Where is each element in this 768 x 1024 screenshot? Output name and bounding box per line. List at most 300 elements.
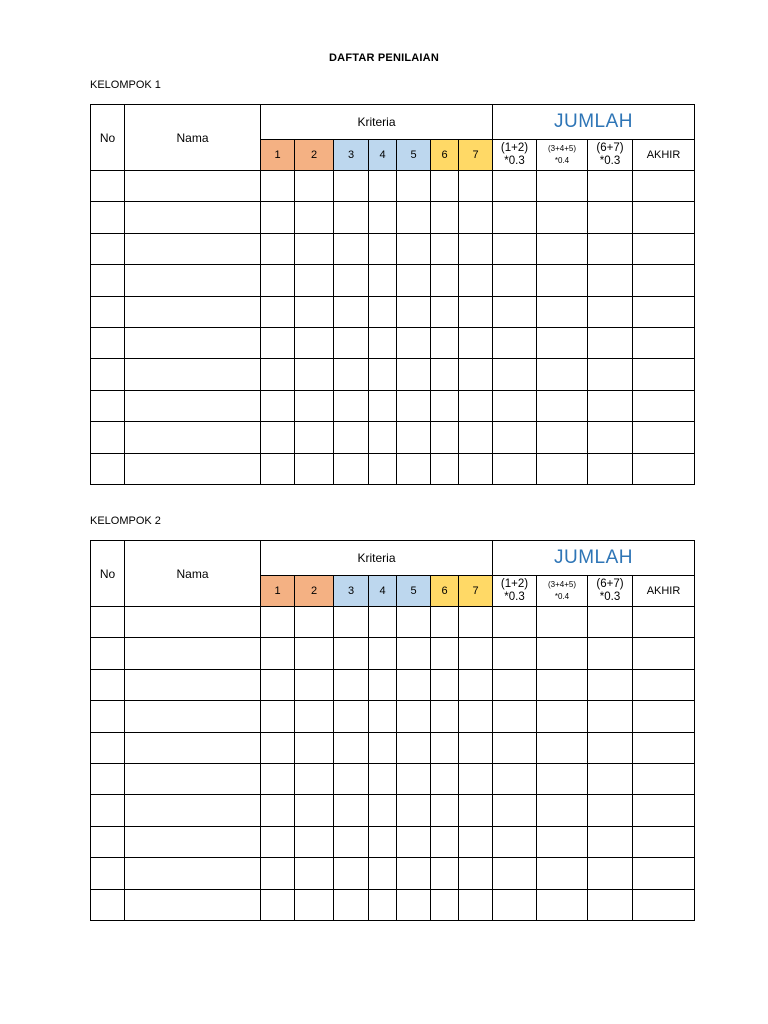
table-cell[interactable] bbox=[369, 763, 397, 794]
table-cell[interactable] bbox=[493, 202, 537, 233]
table-cell[interactable] bbox=[431, 826, 459, 857]
header-akhir: AKHIR bbox=[633, 576, 695, 607]
table-cell[interactable] bbox=[397, 171, 431, 202]
table-cell[interactable] bbox=[125, 732, 261, 763]
table-cell[interactable] bbox=[397, 701, 431, 732]
table-cell[interactable] bbox=[125, 422, 261, 453]
table-cell[interactable] bbox=[588, 763, 633, 794]
table-row bbox=[91, 795, 695, 826]
table-cell[interactable] bbox=[493, 795, 537, 826]
table-cell[interactable] bbox=[91, 826, 125, 857]
table-cell[interactable] bbox=[261, 826, 295, 857]
table-cell[interactable] bbox=[125, 233, 261, 264]
table-cell[interactable] bbox=[633, 453, 695, 484]
table-cell[interactable] bbox=[369, 453, 397, 484]
table-cell[interactable] bbox=[493, 296, 537, 327]
assessment-table-2 bbox=[90, 540, 695, 921]
table-cell[interactable] bbox=[459, 265, 493, 296]
table-cell[interactable] bbox=[369, 202, 397, 233]
table-cell[interactable] bbox=[334, 701, 369, 732]
table-row bbox=[91, 763, 695, 794]
table-row bbox=[91, 233, 695, 264]
sum-1-2-bottom: *0.3 bbox=[504, 591, 525, 603]
header-no: No bbox=[91, 105, 125, 171]
table-cell[interactable] bbox=[125, 795, 261, 826]
table-cell[interactable] bbox=[369, 732, 397, 763]
table-cell[interactable] bbox=[295, 701, 334, 732]
table-cell[interactable] bbox=[633, 233, 695, 264]
table-cell[interactable] bbox=[459, 889, 493, 920]
table-cell[interactable] bbox=[537, 171, 588, 202]
table-cell[interactable] bbox=[588, 858, 633, 889]
table-cell[interactable] bbox=[588, 422, 633, 453]
table-cell[interactable] bbox=[537, 453, 588, 484]
table-cell[interactable] bbox=[334, 265, 369, 296]
table-cell[interactable] bbox=[125, 826, 261, 857]
table-cell[interactable] bbox=[261, 889, 295, 920]
table-cell[interactable] bbox=[91, 669, 125, 700]
table-cell[interactable] bbox=[493, 826, 537, 857]
table-cell[interactable] bbox=[261, 669, 295, 700]
table-cell[interactable] bbox=[397, 763, 431, 794]
table-cell[interactable] bbox=[295, 296, 334, 327]
table-cell[interactable] bbox=[633, 858, 695, 889]
table-cell[interactable] bbox=[459, 422, 493, 453]
table-cell[interactable] bbox=[537, 202, 588, 233]
sum-3-4-5-bottom: *0.4 bbox=[554, 592, 570, 601]
table-cell[interactable] bbox=[588, 638, 633, 669]
table-cell[interactable] bbox=[588, 233, 633, 264]
table-cell[interactable] bbox=[493, 638, 537, 669]
table-cell[interactable] bbox=[295, 359, 334, 390]
table-cell[interactable] bbox=[334, 390, 369, 421]
table-cell[interactable] bbox=[295, 422, 334, 453]
table-cell[interactable] bbox=[125, 327, 261, 358]
header-sum-1-2 bbox=[493, 140, 537, 171]
table-cell[interactable] bbox=[493, 701, 537, 732]
table-cell[interactable] bbox=[261, 233, 295, 264]
table-cell[interactable] bbox=[537, 826, 588, 857]
table-cell[interactable] bbox=[295, 607, 334, 638]
table-cell[interactable] bbox=[295, 858, 334, 889]
table-cell[interactable] bbox=[91, 732, 125, 763]
table-cell[interactable] bbox=[459, 202, 493, 233]
table-cell[interactable] bbox=[125, 763, 261, 794]
table-cell[interactable] bbox=[431, 638, 459, 669]
table-cell[interactable] bbox=[588, 453, 633, 484]
table-cell[interactable] bbox=[537, 858, 588, 889]
table-cell[interactable] bbox=[431, 265, 459, 296]
table-cell[interactable] bbox=[369, 265, 397, 296]
table-cell[interactable] bbox=[588, 390, 633, 421]
table-cell[interactable] bbox=[633, 296, 695, 327]
table-cell[interactable] bbox=[537, 390, 588, 421]
table-cell[interactable] bbox=[633, 701, 695, 732]
table-cell[interactable] bbox=[431, 763, 459, 794]
table-cell[interactable] bbox=[633, 327, 695, 358]
table-cell[interactable] bbox=[125, 638, 261, 669]
header-nama: Nama bbox=[125, 105, 261, 171]
table-cell[interactable] bbox=[334, 638, 369, 669]
table-cell[interactable] bbox=[537, 732, 588, 763]
table-cell[interactable] bbox=[91, 763, 125, 794]
table-cell[interactable] bbox=[537, 889, 588, 920]
table-cell[interactable] bbox=[261, 359, 295, 390]
table-cell[interactable] bbox=[125, 390, 261, 421]
table-cell[interactable] bbox=[431, 359, 459, 390]
table-cell[interactable] bbox=[633, 763, 695, 794]
header-no: No bbox=[91, 541, 125, 607]
table-cell[interactable] bbox=[91, 701, 125, 732]
table-cell[interactable] bbox=[125, 453, 261, 484]
table-cell[interactable] bbox=[588, 669, 633, 700]
table-cell[interactable] bbox=[369, 233, 397, 264]
table-cell[interactable] bbox=[397, 390, 431, 421]
table-cell[interactable] bbox=[397, 296, 431, 327]
table-cell[interactable] bbox=[588, 701, 633, 732]
table-cell[interactable] bbox=[91, 858, 125, 889]
table-cell[interactable] bbox=[493, 669, 537, 700]
table-cell[interactable] bbox=[431, 422, 459, 453]
table-cell[interactable] bbox=[295, 826, 334, 857]
table-cell[interactable] bbox=[125, 858, 261, 889]
table-cell[interactable] bbox=[334, 233, 369, 264]
table-cell[interactable] bbox=[369, 889, 397, 920]
table-cell[interactable] bbox=[459, 701, 493, 732]
table-cell[interactable] bbox=[493, 390, 537, 421]
group-label-1: KELOMPOK 1 bbox=[90, 79, 161, 91]
table-cell[interactable] bbox=[261, 265, 295, 296]
table-cell[interactable] bbox=[397, 453, 431, 484]
table-cell[interactable] bbox=[431, 858, 459, 889]
table-cell[interactable] bbox=[459, 763, 493, 794]
table-cell[interactable] bbox=[397, 265, 431, 296]
table-cell[interactable] bbox=[537, 422, 588, 453]
table-cell[interactable] bbox=[91, 422, 125, 453]
table-cell[interactable] bbox=[493, 422, 537, 453]
table-row bbox=[91, 296, 695, 327]
table-cell[interactable] bbox=[459, 327, 493, 358]
table-cell[interactable] bbox=[334, 453, 369, 484]
table-cell[interactable] bbox=[369, 171, 397, 202]
table-cell[interactable] bbox=[295, 889, 334, 920]
table-cell[interactable] bbox=[91, 607, 125, 638]
table-cell[interactable] bbox=[459, 359, 493, 390]
table-cell[interactable] bbox=[369, 795, 397, 826]
table-cell[interactable] bbox=[537, 763, 588, 794]
table-cell[interactable] bbox=[369, 359, 397, 390]
table-cell[interactable] bbox=[125, 669, 261, 700]
table-cell[interactable] bbox=[493, 732, 537, 763]
table-cell[interactable] bbox=[369, 858, 397, 889]
table-cell[interactable] bbox=[91, 889, 125, 920]
table-cell[interactable] bbox=[459, 795, 493, 826]
table-cell[interactable] bbox=[633, 795, 695, 826]
table-cell[interactable] bbox=[125, 265, 261, 296]
table-cell[interactable] bbox=[633, 202, 695, 233]
table-cell[interactable] bbox=[459, 453, 493, 484]
header-nama: Nama bbox=[125, 541, 261, 607]
table-cell[interactable] bbox=[588, 202, 633, 233]
table-cell[interactable] bbox=[459, 669, 493, 700]
table-cell[interactable] bbox=[588, 265, 633, 296]
table-cell[interactable] bbox=[261, 732, 295, 763]
table-cell[interactable] bbox=[459, 171, 493, 202]
table-cell[interactable] bbox=[633, 390, 695, 421]
table-cell[interactable] bbox=[431, 607, 459, 638]
table-cell[interactable] bbox=[334, 171, 369, 202]
table-cell[interactable] bbox=[397, 889, 431, 920]
criteria-4: 4 bbox=[369, 576, 397, 607]
table-cell[interactable] bbox=[537, 265, 588, 296]
table-cell[interactable] bbox=[537, 638, 588, 669]
table-cell[interactable] bbox=[261, 607, 295, 638]
table-cell[interactable] bbox=[431, 889, 459, 920]
header-jumlah: JUMLAH bbox=[493, 541, 695, 576]
table-cell[interactable] bbox=[459, 638, 493, 669]
table-cell[interactable] bbox=[459, 826, 493, 857]
table-cell[interactable] bbox=[493, 889, 537, 920]
table-cell[interactable] bbox=[261, 390, 295, 421]
table-cell[interactable] bbox=[431, 233, 459, 264]
table-cell[interactable] bbox=[397, 732, 431, 763]
table-cell[interactable] bbox=[125, 359, 261, 390]
table-cell[interactable] bbox=[261, 202, 295, 233]
table-cell[interactable] bbox=[369, 669, 397, 700]
page-title: DAFTAR PENILAIAN bbox=[329, 52, 439, 64]
criteria-2: 2 bbox=[295, 140, 334, 171]
table-cell[interactable] bbox=[537, 359, 588, 390]
table-cell[interactable] bbox=[537, 327, 588, 358]
table-cell[interactable] bbox=[369, 296, 397, 327]
table-cell[interactable] bbox=[397, 638, 431, 669]
table-cell[interactable] bbox=[397, 858, 431, 889]
table-cell[interactable] bbox=[537, 669, 588, 700]
table-cell[interactable] bbox=[261, 296, 295, 327]
table-cell[interactable] bbox=[431, 732, 459, 763]
table-cell[interactable] bbox=[431, 701, 459, 732]
table-cell[interactable] bbox=[431, 795, 459, 826]
table-cell[interactable] bbox=[334, 359, 369, 390]
table-cell[interactable] bbox=[397, 359, 431, 390]
table-cell[interactable] bbox=[537, 795, 588, 826]
table-cell[interactable] bbox=[633, 826, 695, 857]
table-cell[interactable] bbox=[493, 265, 537, 296]
criteria-6: 6 bbox=[431, 140, 459, 171]
table-cell[interactable] bbox=[91, 327, 125, 358]
table-cell[interactable] bbox=[537, 701, 588, 732]
table-cell[interactable] bbox=[369, 327, 397, 358]
table-cell[interactable] bbox=[459, 732, 493, 763]
table-cell[interactable] bbox=[493, 171, 537, 202]
table-cell[interactable] bbox=[459, 233, 493, 264]
table-cell[interactable] bbox=[431, 171, 459, 202]
table-cell[interactable] bbox=[588, 795, 633, 826]
table-cell[interactable] bbox=[295, 171, 334, 202]
table-cell[interactable] bbox=[633, 422, 695, 453]
table-cell[interactable] bbox=[633, 607, 695, 638]
table-cell[interactable] bbox=[431, 327, 459, 358]
table-cell[interactable] bbox=[295, 265, 334, 296]
table-cell[interactable] bbox=[261, 638, 295, 669]
table-cell[interactable] bbox=[295, 795, 334, 826]
table-cell[interactable] bbox=[334, 826, 369, 857]
table-cell[interactable] bbox=[493, 327, 537, 358]
table-cell[interactable] bbox=[493, 359, 537, 390]
table-cell[interactable] bbox=[125, 296, 261, 327]
table-cell[interactable] bbox=[397, 795, 431, 826]
table-cell[interactable] bbox=[459, 858, 493, 889]
header-sum-6-7 bbox=[588, 140, 633, 171]
table-cell[interactable] bbox=[431, 453, 459, 484]
table-row bbox=[91, 701, 695, 732]
table-cell[interactable] bbox=[588, 296, 633, 327]
table-cell[interactable] bbox=[369, 390, 397, 421]
table-cell[interactable] bbox=[537, 607, 588, 638]
sum-3-4-5-bottom: *0.4 bbox=[554, 156, 570, 165]
table-cell[interactable] bbox=[334, 607, 369, 638]
table-cell[interactable] bbox=[91, 265, 125, 296]
table-row bbox=[91, 669, 695, 700]
criteria-2: 2 bbox=[295, 576, 334, 607]
table-cell[interactable] bbox=[633, 265, 695, 296]
header-kriteria: Kriteria bbox=[261, 105, 493, 140]
table-cell[interactable] bbox=[261, 763, 295, 794]
table-cell[interactable] bbox=[369, 422, 397, 453]
table-cell[interactable] bbox=[125, 171, 261, 202]
table-cell[interactable] bbox=[261, 422, 295, 453]
criteria-1: 1 bbox=[261, 140, 295, 171]
table-cell[interactable] bbox=[295, 669, 334, 700]
sum-6-7-bottom: *0.3 bbox=[599, 155, 621, 167]
table-cell[interactable] bbox=[369, 826, 397, 857]
table-cell[interactable] bbox=[125, 607, 261, 638]
table-cell[interactable] bbox=[431, 296, 459, 327]
table-cell[interactable] bbox=[125, 701, 261, 732]
table-cell[interactable] bbox=[334, 795, 369, 826]
header-akhir: AKHIR bbox=[633, 140, 695, 171]
table-cell[interactable] bbox=[261, 171, 295, 202]
table-cell[interactable] bbox=[431, 669, 459, 700]
table-cell[interactable] bbox=[334, 422, 369, 453]
table-cell[interactable] bbox=[295, 638, 334, 669]
table-cell[interactable] bbox=[493, 858, 537, 889]
table-cell[interactable] bbox=[369, 638, 397, 669]
table-cell[interactable] bbox=[261, 327, 295, 358]
table-cell[interactable] bbox=[633, 171, 695, 202]
table-cell[interactable] bbox=[91, 453, 125, 484]
table-cell[interactable] bbox=[295, 390, 334, 421]
table-cell[interactable] bbox=[295, 233, 334, 264]
criteria-6: 6 bbox=[431, 576, 459, 607]
table-row bbox=[91, 327, 695, 358]
table-cell[interactable] bbox=[397, 327, 431, 358]
table-cell[interactable] bbox=[459, 607, 493, 638]
table-cell[interactable] bbox=[295, 453, 334, 484]
table-cell[interactable] bbox=[334, 858, 369, 889]
table-cell[interactable] bbox=[588, 327, 633, 358]
table-cell[interactable] bbox=[431, 202, 459, 233]
table-cell[interactable] bbox=[493, 233, 537, 264]
table-cell[interactable] bbox=[334, 889, 369, 920]
table-cell[interactable] bbox=[334, 763, 369, 794]
criteria-3: 3 bbox=[334, 140, 369, 171]
table-cell[interactable] bbox=[493, 763, 537, 794]
table-cell[interactable] bbox=[397, 233, 431, 264]
table-cell[interactable] bbox=[295, 732, 334, 763]
table-cell[interactable] bbox=[633, 669, 695, 700]
table-row bbox=[91, 202, 695, 233]
table-cell[interactable] bbox=[334, 202, 369, 233]
table-cell[interactable] bbox=[295, 202, 334, 233]
table-cell[interactable] bbox=[588, 889, 633, 920]
table-cell[interactable] bbox=[397, 202, 431, 233]
table-cell[interactable] bbox=[633, 889, 695, 920]
table-row bbox=[91, 826, 695, 857]
table-cell[interactable] bbox=[91, 359, 125, 390]
table-cell[interactable] bbox=[459, 390, 493, 421]
table-cell[interactable] bbox=[91, 296, 125, 327]
table-cell[interactable] bbox=[588, 826, 633, 857]
table-cell[interactable] bbox=[588, 607, 633, 638]
table-cell[interactable] bbox=[334, 327, 369, 358]
table-cell[interactable] bbox=[397, 826, 431, 857]
table-cell[interactable] bbox=[261, 701, 295, 732]
criteria-4: 4 bbox=[369, 140, 397, 171]
table-cell[interactable] bbox=[369, 607, 397, 638]
table-cell[interactable] bbox=[537, 233, 588, 264]
assessment-table-1 bbox=[90, 104, 695, 485]
table-cell[interactable] bbox=[334, 732, 369, 763]
table-row bbox=[91, 422, 695, 453]
table-cell[interactable] bbox=[261, 858, 295, 889]
table-cell[interactable] bbox=[397, 607, 431, 638]
table-cell[interactable] bbox=[125, 889, 261, 920]
table-cell[interactable] bbox=[91, 390, 125, 421]
table-cell[interactable] bbox=[334, 669, 369, 700]
table-cell[interactable] bbox=[91, 171, 125, 202]
table-cell[interactable] bbox=[633, 638, 695, 669]
table-cell[interactable] bbox=[397, 422, 431, 453]
table-cell[interactable] bbox=[493, 607, 537, 638]
table-cell[interactable] bbox=[588, 171, 633, 202]
header-jumlah: JUMLAH bbox=[493, 105, 695, 140]
table-cell[interactable] bbox=[295, 327, 334, 358]
table-cell[interactable] bbox=[588, 359, 633, 390]
sum-6-7-bottom: *0.3 bbox=[599, 591, 621, 603]
table-cell[interactable] bbox=[431, 390, 459, 421]
table-cell[interactable] bbox=[91, 795, 125, 826]
table-cell[interactable] bbox=[295, 763, 334, 794]
table-cell[interactable] bbox=[91, 202, 125, 233]
table-cell[interactable] bbox=[91, 233, 125, 264]
table-cell[interactable] bbox=[125, 202, 261, 233]
table-cell[interactable] bbox=[334, 296, 369, 327]
sum-6-7-top: (6+7) bbox=[596, 578, 624, 590]
table-cell[interactable] bbox=[91, 638, 125, 669]
table-cell[interactable] bbox=[493, 453, 537, 484]
table-cell[interactable] bbox=[633, 732, 695, 763]
table-cell[interactable] bbox=[369, 701, 397, 732]
table-cell[interactable] bbox=[588, 732, 633, 763]
table-cell[interactable] bbox=[261, 795, 295, 826]
table-cell[interactable] bbox=[537, 296, 588, 327]
table-cell[interactable] bbox=[459, 296, 493, 327]
table-cell[interactable] bbox=[633, 359, 695, 390]
table-cell[interactable] bbox=[261, 453, 295, 484]
table-row bbox=[91, 359, 695, 390]
table-cell[interactable] bbox=[397, 669, 431, 700]
